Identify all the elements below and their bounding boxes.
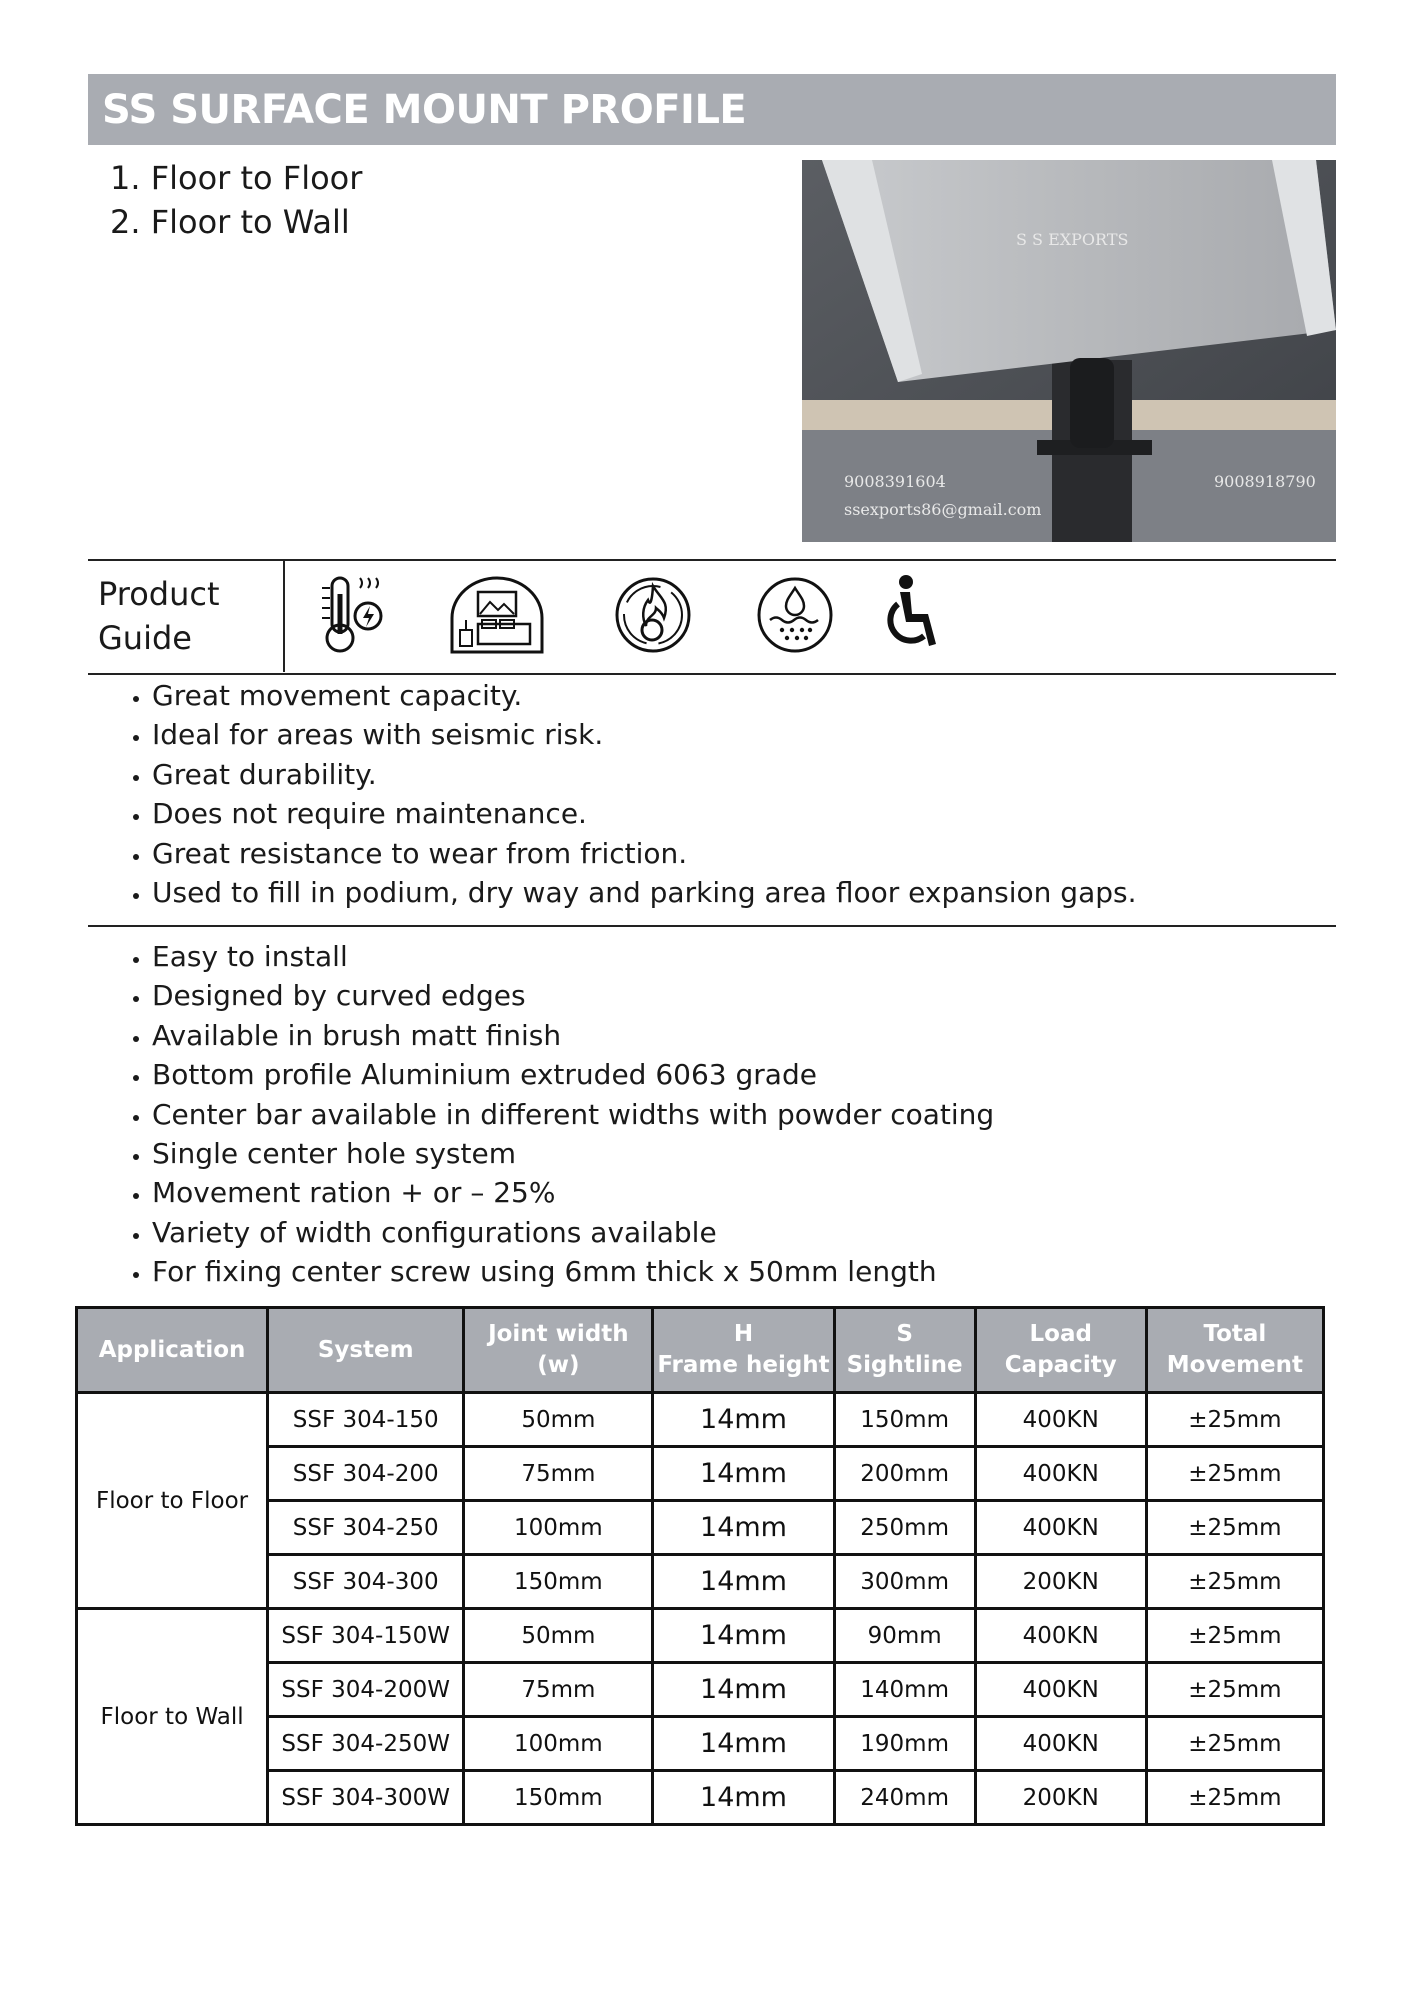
divider [88,925,1336,927]
table-cell: ±25mm [1146,1663,1323,1717]
product-guide-label: Product Guide [98,575,220,657]
phone-number-left: 9008391604 [844,472,946,491]
thermometer-icon [316,574,388,656]
list-item: • Easy to install [152,937,994,976]
list-item: • Variety of width configurations available [152,1213,994,1252]
table-cell: 14mm [653,1501,834,1555]
table-cell: SSF 304-200 [268,1447,464,1501]
list-item: • Great resistance to wear from friction. [152,834,1136,873]
table-cell: 14mm [653,1717,834,1771]
table-cell: 75mm [464,1447,653,1501]
list-item: 1. Floor to Floor [110,159,363,197]
list-item: • Designed by curved edges [152,976,994,1015]
table-cell: 14mm [653,1609,834,1663]
table-cell: 75mm [464,1663,653,1717]
benefits-list [152,676,1136,912]
header-total-movement: Total Movement [1146,1308,1323,1393]
table-cell: 250mm [834,1501,975,1555]
wheelchair-accessible-icon [884,574,940,656]
table-cell: 14mm [653,1447,834,1501]
table-cell: 300mm [834,1555,975,1609]
list-item: • Single center hole system [152,1134,994,1173]
table-row [77,1609,1324,1663]
table-cell: SSF 304-250 [268,1501,464,1555]
table-cell: 400KN [975,1609,1146,1663]
table-cell: 100mm [464,1717,653,1771]
application-cell: Floor to Wall [77,1609,268,1825]
header-sightline: S Sightline [834,1308,975,1393]
divider [88,559,1336,561]
features-list [152,937,994,1292]
table-cell: ±25mm [1146,1501,1323,1555]
table-cell: 50mm [464,1609,653,1663]
profile-types-list [110,156,362,244]
specification-table [75,1306,1325,1826]
table-cell: 50mm [464,1393,653,1447]
header-load-capacity: Load Capacity [975,1308,1146,1393]
list-item: • For fixing center screw using 6mm thick x 50mm length [152,1252,994,1291]
table-cell: 200mm [834,1447,975,1501]
product-photo [802,160,1336,542]
table-cell: SSF 304-250W [268,1717,464,1771]
header-application: Application [77,1308,268,1393]
table-cell: SSF 304-150 [268,1393,464,1447]
table-header-row [77,1308,1324,1393]
table-cell: SSF 304-300W [268,1771,464,1825]
application-cell: Floor to Floor [77,1393,268,1609]
list-item: • Does not require maintenance. [152,794,1136,833]
table-cell: 14mm [653,1663,834,1717]
table-row [77,1393,1324,1447]
table-cell: SSF 304-300 [268,1555,464,1609]
table-cell: 200KN [975,1771,1146,1825]
table-cell: ±25mm [1146,1447,1323,1501]
header-joint-width: Joint width (w) [464,1308,653,1393]
table-cell: 190mm [834,1717,975,1771]
list-item: 2. Floor to Wall [110,203,350,241]
email-text: ssexports86@gmail.com [844,500,1042,519]
list-item: • Bottom profile Aluminium extruded 6063 grade [152,1055,994,1094]
table-cell: 150mm [464,1555,653,1609]
title-banner [88,74,1336,145]
table-cell: 400KN [975,1501,1146,1555]
list-item: • Great durability. [152,755,1136,794]
fire-resistance-icon [612,574,694,656]
page-title: SS SURFACE MOUNT PROFILE [102,86,747,133]
table-cell: 240mm [834,1771,975,1825]
watermark-text: S S EXPORTS [1016,230,1129,249]
interior-room-icon [448,574,546,656]
table-cell: ±25mm [1146,1555,1323,1609]
list-item: • Ideal for areas with seismic risk. [152,715,1136,754]
table-cell: 400KN [975,1663,1146,1717]
table-cell: 14mm [653,1555,834,1609]
table-cell: ±25mm [1146,1393,1323,1447]
table-cell: SSF 304-200W [268,1663,464,1717]
divider [283,560,285,672]
table-cell: 100mm [464,1501,653,1555]
header-frame-height: H Frame height [653,1308,834,1393]
divider [88,673,1336,675]
table-cell: 14mm [653,1771,834,1825]
table-cell: 140mm [834,1663,975,1717]
table-cell: ±25mm [1146,1771,1323,1825]
table-cell: 400KN [975,1393,1146,1447]
table-cell: 150mm [464,1771,653,1825]
table-cell: SSF 304-150W [268,1609,464,1663]
table-cell: 90mm [834,1609,975,1663]
list-item: • Available in brush matt finish [152,1016,994,1055]
list-item: • Used to fill in podium, dry way and parking area floor expansion gaps. [152,873,1136,912]
table-cell: 150mm [834,1393,975,1447]
water-resistance-icon [754,574,836,656]
list-item: • Great movement capacity. [152,676,1136,715]
table-cell: 14mm [653,1393,834,1447]
table-cell: 400KN [975,1447,1146,1501]
table-cell: 200KN [975,1555,1146,1609]
table-cell: 400KN [975,1717,1146,1771]
list-item: • Center bar available in different widths with powder coating [152,1095,994,1134]
list-item: • Movement ration + or – 25% [152,1173,994,1212]
table-cell: ±25mm [1146,1609,1323,1663]
phone-number-right: 9008918790 [1214,472,1316,491]
header-system: System [268,1308,464,1393]
table-cell: ±25mm [1146,1717,1323,1771]
